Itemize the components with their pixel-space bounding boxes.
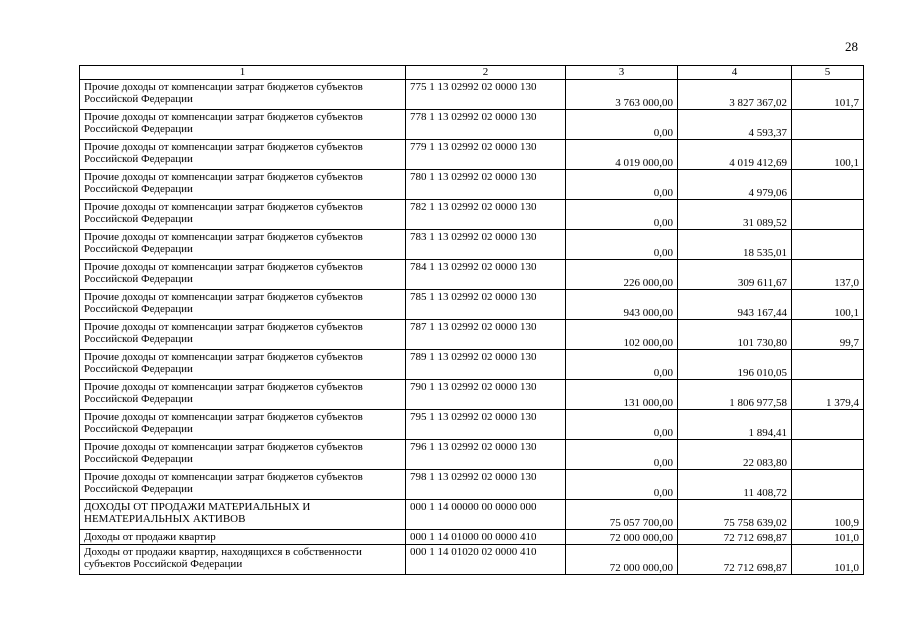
- row-name-cell: Прочие доходы от компенсации затрат бюджетов субъектов Российской Федерации: [80, 320, 406, 350]
- row-name-cell: Прочие доходы от компенсации затрат бюджетов субъектов Российской Федерации: [80, 380, 406, 410]
- row-fact-cell: 31 089,52: [678, 200, 792, 230]
- row-name-cell: Доходы от продажи квартир: [80, 530, 406, 545]
- row-plan-cell: 3 763 000,00: [566, 80, 678, 110]
- table-row: [80, 260, 864, 290]
- column-header-2: 2: [406, 66, 566, 80]
- row-percent-cell: [792, 440, 864, 470]
- row-plan-cell: 102 000,00: [566, 320, 678, 350]
- row-plan-cell: 0,00: [566, 350, 678, 380]
- row-plan-cell: 0,00: [566, 440, 678, 470]
- row-fact-cell: 943 167,44: [678, 290, 792, 320]
- row-plan-cell: 0,00: [566, 410, 678, 440]
- row-name-cell: Прочие доходы от компенсации затрат бюджетов субъектов Российской Федерации: [80, 140, 406, 170]
- row-name-cell: ДОХОДЫ ОТ ПРОДАЖИ МАТЕРИАЛЬНЫХ И НЕМАТЕРИАЛЬНЫХ АКТИВОВ: [80, 500, 406, 530]
- row-fact-cell: 4 593,37: [678, 110, 792, 140]
- table-row: [80, 200, 864, 230]
- table-row: [80, 230, 864, 260]
- table-row: [80, 110, 864, 140]
- row-percent-cell: [792, 200, 864, 230]
- table-row: [80, 410, 864, 440]
- row-code-cell: 798 1 13 02992 02 0000 130: [406, 470, 566, 500]
- row-name-cell: Прочие доходы от компенсации затрат бюджетов субъектов Российской Федерации: [80, 230, 406, 260]
- table-row: [80, 530, 864, 545]
- table-row: [80, 440, 864, 470]
- row-percent-cell: 100,1: [792, 290, 864, 320]
- row-plan-cell: 0,00: [566, 170, 678, 200]
- row-name-cell: Прочие доходы от компенсации затрат бюджетов субъектов Российской Федерации: [80, 410, 406, 440]
- table-row: [80, 320, 864, 350]
- row-code-cell: 785 1 13 02992 02 0000 130: [406, 290, 566, 320]
- row-code-cell: 789 1 13 02992 02 0000 130: [406, 350, 566, 380]
- row-code-cell: 775 1 13 02992 02 0000 130: [406, 80, 566, 110]
- row-plan-cell: 0,00: [566, 470, 678, 500]
- row-percent-cell: 99,7: [792, 320, 864, 350]
- row-plan-cell: 0,00: [566, 230, 678, 260]
- table-row: [80, 80, 864, 110]
- row-name-cell: Прочие доходы от компенсации затрат бюджетов субъектов Российской Федерации: [80, 350, 406, 380]
- row-percent-cell: 101,0: [792, 545, 864, 575]
- row-code-cell: 790 1 13 02992 02 0000 130: [406, 380, 566, 410]
- table-header: [80, 66, 864, 80]
- row-fact-cell: 18 535,01: [678, 230, 792, 260]
- row-plan-cell: 943 000,00: [566, 290, 678, 320]
- row-fact-cell: 1 894,41: [678, 410, 792, 440]
- row-fact-cell: 1 806 977,58: [678, 380, 792, 410]
- table-body: [80, 80, 864, 575]
- row-percent-cell: [792, 350, 864, 380]
- row-plan-cell: 72 000 000,00: [566, 545, 678, 575]
- row-code-cell: 000 1 14 00000 00 0000 000: [406, 500, 566, 530]
- row-fact-cell: 101 730,80: [678, 320, 792, 350]
- table-row: [80, 380, 864, 410]
- row-name-cell: Прочие доходы от компенсации затрат бюджетов субъектов Российской Федерации: [80, 170, 406, 200]
- row-plan-cell: 226 000,00: [566, 260, 678, 290]
- row-fact-cell: 4 979,06: [678, 170, 792, 200]
- header-row: [80, 66, 864, 80]
- row-name-cell: Прочие доходы от компенсации затрат бюджетов субъектов Российской Федерации: [80, 110, 406, 140]
- row-fact-cell: 75 758 639,02: [678, 500, 792, 530]
- row-name-cell: Прочие доходы от компенсации затрат бюджетов субъектов Российской Федерации: [80, 440, 406, 470]
- row-plan-cell: 0,00: [566, 110, 678, 140]
- row-fact-cell: 3 827 367,02: [678, 80, 792, 110]
- page-number: 28: [845, 39, 858, 54]
- row-percent-cell: [792, 410, 864, 440]
- row-plan-cell: 131 000,00: [566, 380, 678, 410]
- row-plan-cell: 75 057 700,00: [566, 500, 678, 530]
- row-code-cell: 796 1 13 02992 02 0000 130: [406, 440, 566, 470]
- table-row: [80, 470, 864, 500]
- budget-revenue-table: [79, 65, 864, 575]
- column-header-4: 4: [678, 66, 792, 80]
- column-header-1: 1: [80, 66, 406, 80]
- row-percent-cell: [792, 170, 864, 200]
- row-percent-cell: [792, 110, 864, 140]
- row-percent-cell: 100,9: [792, 500, 864, 530]
- row-code-cell: 784 1 13 02992 02 0000 130: [406, 260, 566, 290]
- row-name-cell: Прочие доходы от компенсации затрат бюджетов субъектов Российской Федерации: [80, 470, 406, 500]
- row-name-cell: Прочие доходы от компенсации затрат бюджетов субъектов Российской Федерации: [80, 260, 406, 290]
- row-fact-cell: 309 611,67: [678, 260, 792, 290]
- row-percent-cell: [792, 470, 864, 500]
- row-code-cell: 787 1 13 02992 02 0000 130: [406, 320, 566, 350]
- row-name-cell: Прочие доходы от компенсации затрат бюджетов субъектов Российской Федерации: [80, 200, 406, 230]
- row-fact-cell: 11 408,72: [678, 470, 792, 500]
- row-code-cell: 000 1 14 01020 02 0000 410: [406, 545, 566, 575]
- row-code-cell: 779 1 13 02992 02 0000 130: [406, 140, 566, 170]
- row-percent-cell: 101,7: [792, 80, 864, 110]
- row-percent-cell: [792, 230, 864, 260]
- column-header-5: 5: [792, 66, 864, 80]
- row-code-cell: 795 1 13 02992 02 0000 130: [406, 410, 566, 440]
- row-percent-cell: 1 379,4: [792, 380, 864, 410]
- row-code-cell: 778 1 13 02992 02 0000 130: [406, 110, 566, 140]
- row-name-cell: Прочие доходы от компенсации затрат бюджетов субъектов Российской Федерации: [80, 80, 406, 110]
- row-fact-cell: 72 712 698,87: [678, 530, 792, 545]
- table-row: [80, 290, 864, 320]
- row-percent-cell: 101,0: [792, 530, 864, 545]
- row-code-cell: 780 1 13 02992 02 0000 130: [406, 170, 566, 200]
- table-row: [80, 170, 864, 200]
- table-row: [80, 140, 864, 170]
- row-name-cell: Доходы от продажи квартир, находящихся в собственности субъектов Российской Федерации: [80, 545, 406, 575]
- row-code-cell: 783 1 13 02992 02 0000 130: [406, 230, 566, 260]
- table-row: [80, 545, 864, 575]
- row-fact-cell: 72 712 698,87: [678, 545, 792, 575]
- row-plan-cell: 4 019 000,00: [566, 140, 678, 170]
- row-percent-cell: 100,1: [792, 140, 864, 170]
- column-header-3: 3: [566, 66, 678, 80]
- row-code-cell: 782 1 13 02992 02 0000 130: [406, 200, 566, 230]
- row-code-cell: 000 1 14 01000 00 0000 410: [406, 530, 566, 545]
- table-row: [80, 500, 864, 530]
- row-name-cell: Прочие доходы от компенсации затрат бюджетов субъектов Российской Федерации: [80, 290, 406, 320]
- table-row: [80, 350, 864, 380]
- row-percent-cell: 137,0: [792, 260, 864, 290]
- row-fact-cell: 22 083,80: [678, 440, 792, 470]
- row-plan-cell: 72 000 000,00: [566, 530, 678, 545]
- row-plan-cell: 0,00: [566, 200, 678, 230]
- row-fact-cell: 4 019 412,69: [678, 140, 792, 170]
- row-fact-cell: 196 010,05: [678, 350, 792, 380]
